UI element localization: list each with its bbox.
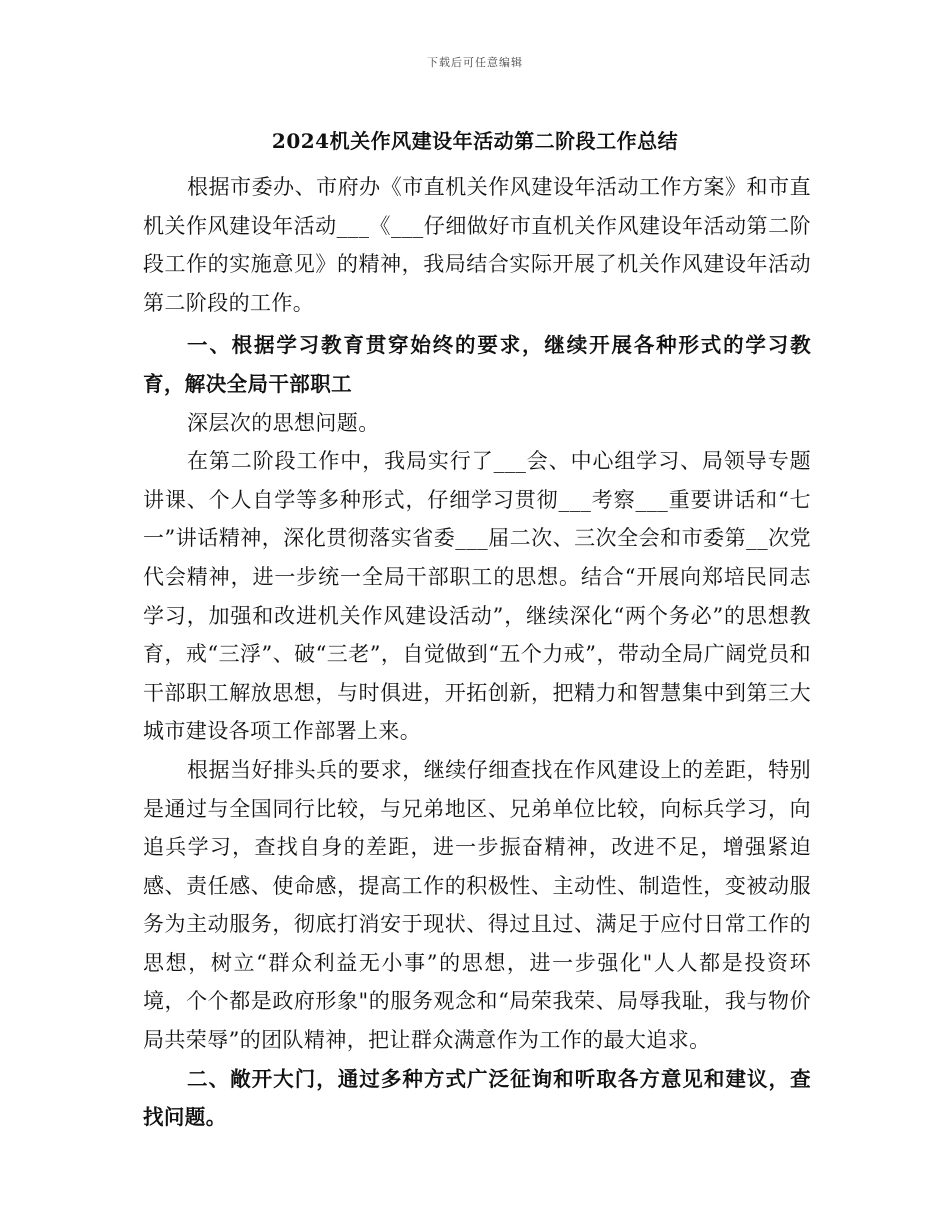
paragraph-gap-finding: 根据当好排头兵的要求，继续仔细查找在作风建设上的差距，特别是通过与全国同行比较，与兄弟地区、兄弟单位比较，向标兵学习，向追兵学习，查找自身的差距，进一步振奋精神，改进不足，增强紧迫感、责任感、使命感，提高工作的积极性、主动性、制造性，变被动服务为主动服务，彻底打消安于现状、得过且过、满足于应付日常工作的思想，树立“群众利益无小事”的思想，进一步强化"人人都是投资环境，个个都是政府形象"的服务观念和“局荣我荣、局辱我耻，我与物价局共荣辱”的团队精神，把让群众满意作为工作的最大追求。 bbox=[143, 757, 811, 1053]
document-body bbox=[143, 168, 811, 1137]
paragraph-intro: 根据市委办、市府办《市直机关作风建设年活动工作方案》和市直机关作风建设年活动___《___仔细做好市直机关作风建设年活动第二阶段工作的实施意见》的精神，我局结合实际开展了机关作风建设年活动第二阶段的工作。 bbox=[143, 175, 811, 315]
header-note: 下载后可任意编辑 bbox=[427, 56, 523, 69]
section-heading-1: 一、根据学习教育贯穿始终的要求，继续开展各种形式的学习教育，解决全局干部职工 bbox=[143, 333, 811, 396]
paragraph-heading-continuation: 深层次的思想问题。 bbox=[187, 410, 380, 435]
section-heading-2: 二、敞开大门，通过多种方式广泛征询和听取各方意见和建议，查找问题。 bbox=[143, 1066, 811, 1130]
paragraph-study: 在第二阶段工作中，我局实行了___会、中心组学习、局领导专题讲课、个人自学等多种形式，仔细学习贯彻___考察___重要讲话和“七一”讲话精神，深化贯彻落实省委___届二次、三次全会和市委第__次党代会精神，进一步统一全局干部职工的思想。结合“开展向郑培民同志学习，加强和改进机关作风建设活动”，继续深化“两个务必”的思想教育，戒“三浮”、破“三老”，自觉做到“五个力戒”，带动全局广阔党员和干部职工解放思想，与时俱进，开拓创新，把精力和智慧集中到第三大城市建设各项工作部署上来。 bbox=[143, 449, 811, 744]
document-title: 2024机关作风建设年活动第二阶段工作总结 bbox=[271, 129, 679, 153]
